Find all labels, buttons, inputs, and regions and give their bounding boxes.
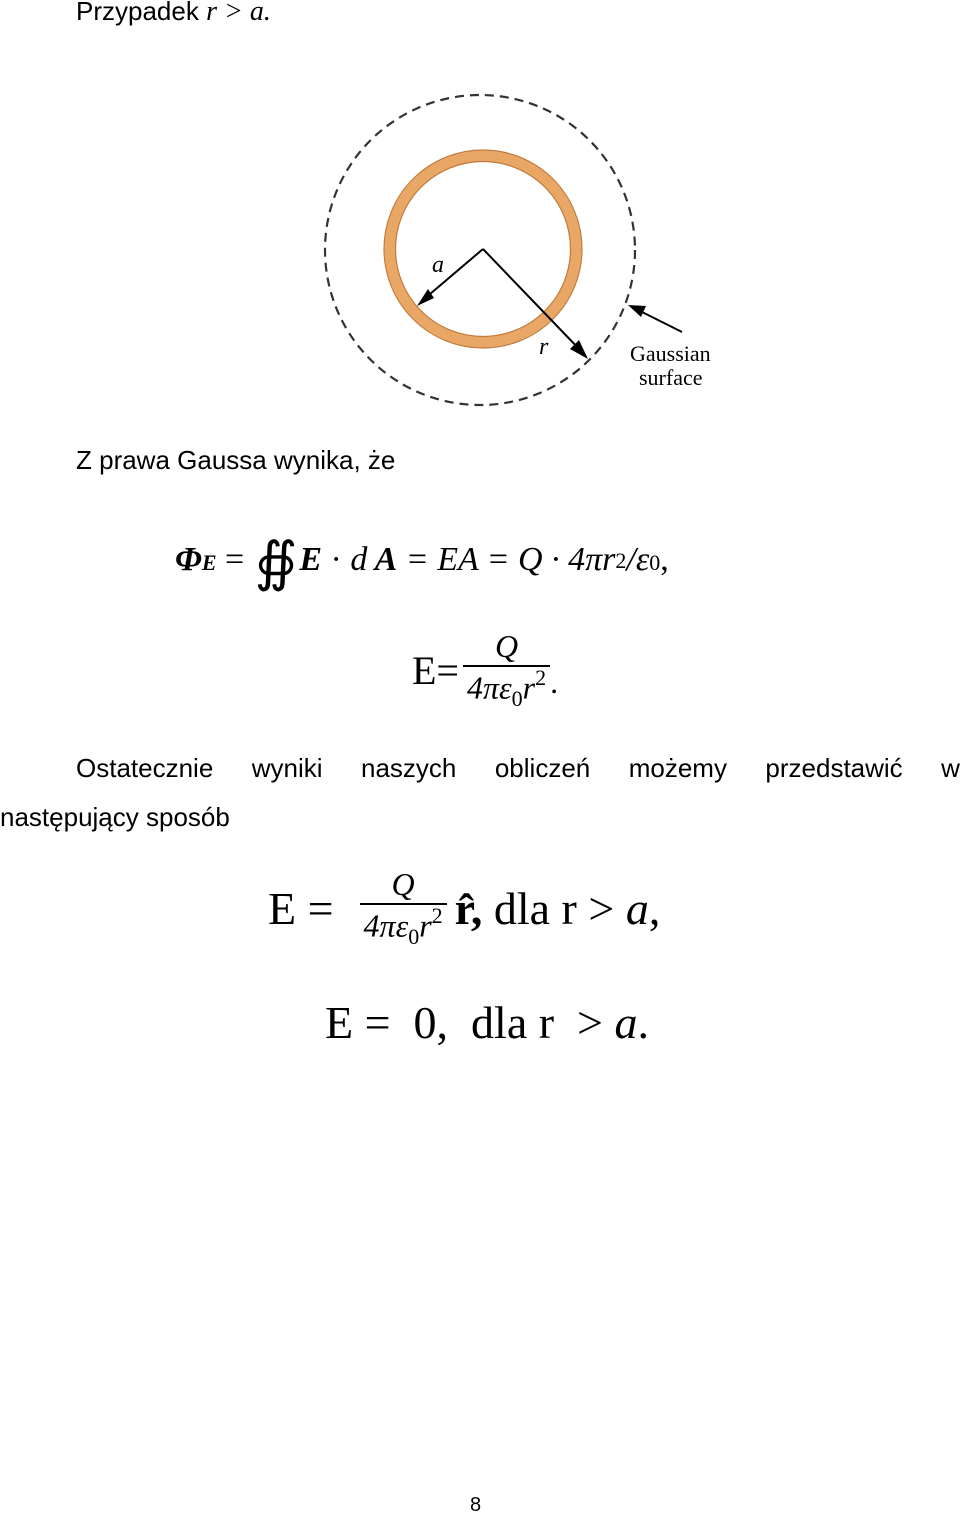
heading-prefix: Przypadek [76,0,199,26]
result-equation-inside [325,996,649,1049]
result-numerator: Q [391,866,415,902]
conclusion-line-2: następujący sposób [0,802,230,832]
den-main: 4πε [467,669,512,706]
result2-text: E = 0, dla r > [325,997,615,1048]
conclusion-word: naszych [361,753,457,783]
field-denominator [463,667,550,712]
result-condition: dla r > [482,882,626,934]
flux-rhs-eps-sub: 0 [649,550,661,575]
flux-subscript: E [201,550,217,575]
surface-integral-symbol: ∯ [254,532,298,592]
flux-equation [175,520,669,592]
caption-pointer-arrowhead [628,305,646,317]
res-den-sq: 2 [431,903,443,928]
page-number: 8 [470,1494,482,1516]
result-lhs: E = [268,882,334,934]
label-r: r [539,334,549,360]
conclusion-word: wyniki [251,753,323,783]
flux-rhs: = EA = Q · 4πr [397,541,616,578]
field-numerator: Q [494,628,519,664]
caption-pointer-line [638,310,682,332]
flux-rhs-eps: /ε [626,541,650,578]
flux-equals: = [216,541,253,578]
conclusion-line-1 [76,753,960,784]
conclusion-word: Ostatecznie [76,753,214,783]
res-den-r: r [419,907,432,944]
section-heading [76,0,271,28]
heading-math: r > a. [206,0,271,27]
result-denominator [360,905,447,950]
gaussian-surface-figure [320,88,740,418]
dot-operator: · [322,541,351,578]
den-r: r [522,669,536,706]
den-sq: 2 [535,665,547,690]
flux-symbol: Φ [175,541,202,578]
field-period: . [550,663,559,700]
caption-line1: Gaussian [630,341,711,366]
result-comma: , [648,882,661,934]
gauss-intro-text: Z prawa Gaussa wynika, że [76,445,396,475]
res-den-main: 4πε [363,907,409,944]
flux-rhs-comma: , [660,541,669,578]
area-vector: A [367,541,398,578]
conclusion-word: możemy [628,753,727,783]
result-condition-a: a [625,882,649,934]
conclusion-word: obliczeń [494,753,591,783]
unit-vector-r: r̂, [454,882,483,934]
conclusion-word: w [941,753,960,783]
conclusion-word: przedstawić [765,753,903,783]
field-fraction [463,628,550,712]
result2-period: . [637,997,649,1048]
flux-rhs-square: 2 [615,548,627,573]
result-equation-outside [268,866,660,950]
differential-d: d [350,541,368,578]
field-equation [412,628,558,712]
label-a: a [432,252,444,278]
result-fraction [360,866,447,950]
gaussian-surface-circle [325,95,635,405]
res-den-sub: 0 [408,924,420,950]
result2-a: a [614,997,638,1048]
caption-line2: surface [639,365,703,390]
field-lhs: E= [412,647,459,693]
field-vector: E [299,541,322,578]
den-sub: 0 [511,686,523,712]
